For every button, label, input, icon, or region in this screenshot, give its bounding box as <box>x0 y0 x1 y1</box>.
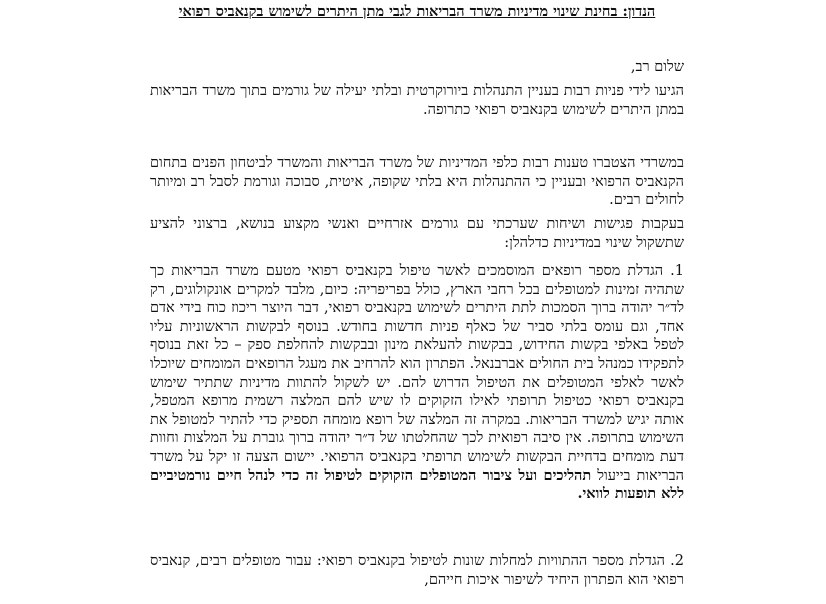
letter-greeting: שלום רב, <box>630 59 684 75</box>
item-number: 1. <box>670 263 684 279</box>
paragraph-complaints: במשרדי הצטברו טענות רבות כלפי המדיניות של משרד הבריאות והמשרד לביטחון הפנים בתחום הקנאביס הרפואי ובעניין כי ההתנהלות היא בלתי שקופה, איטית, סבוכה וגורמת לסבל רב ומיותר לחולים רבים. <box>150 155 684 209</box>
paragraph-item-2 <box>150 552 684 589</box>
item-1-emphasis: תהליכים ועל ציבור המטופלים הזקוקים לטיפול זה כדי לנהל חיים נורמטיביים ללא תופעות לוואי. <box>150 466 684 503</box>
paragraph-item-1 <box>150 262 684 504</box>
paragraph-intro: הגיעו לידי פניות רבות בעניין התנהלות ביורוקרטית ובלתי יעילה של גורמים בתוך משרד הבריאות במתן היתרים לשימוש בקנאביס רפואי כתרופה. <box>150 83 684 118</box>
item-2-text: הגדלת מספר ההתוויות למחלות שונות לטיפול בקנאביס רפואי: עבור מטופלים רבים, קנאביס רפואי הוא הפתרון היחיד לשיפור איכות חייהם, <box>150 553 684 588</box>
paragraph-proposal-intro: בעקבות פגישות ושיחות שערכתי עם גורמים אזרחיים ואנשי מקצוע בנושא, ברצוני להציע שתשקול שינוי במדיניות כדלהלן: <box>150 216 684 251</box>
item-number: 2. <box>670 553 685 569</box>
letter-subject: הנדון: בחינת שינוי מדיניות משרד הבריאות לגבי מתן היתרים לשימוש בקנאביס רפואי <box>178 3 656 20</box>
item-1-text: הגדלת מספר רופאים המוסמכים לאשר טיפול בקנאביס רפואי מטעם משרד הבריאות כך שתהיה זמינות למטופלים בכל רחבי הארץ, כולל בפריפריה: כיום, מלבד למקרים אונקולוגים, רק לד״ר יהודה ברוך הסמכות לתת היתרים לשימוש בקנאביס רפואי, דבר היוצר ריכוז כוח בידי אדם אחד, וגם עומס בלתי סביר של כאלף פניות חדשות בחודש. בנוסף לבקשות הראשוניות עליו לטפל באלפי בקשות החידוש, בבקשות להעלאת מינון ובבקשות להחלפת ספק – כל זאת בנוסף לתפקידו כמנהל בית החולים אברבנאל. הפתרון הוא להרחיב את מעגל הרופאים המומחים שיוכלו לאשר לאלפי המטופלים את הטיפול הדרוש להם. יש לשקול להתוות מדיניות שתתיר שימוש בקנאביס רפואי כטיפול תרופתי לאילו הזקוקים לו שיש להם המלצה רשמית מרופא המטפל, אותה יגיש למשרד הבריאות. במקרה זה המלצה של רופא מומחה תספיק כדי להתיר למטופל את השימוש בתרופה. אין סיבה רפואית לכך שהחלטתו של ד״ר יהודה ברוך גוברת על המלצות וחוות דעת מומחים בדחיית הבקשות לשימוש תרופתי בקנאביס הרפואי. יישום הצעה זו יקל על משרד הבריאות בייעול <box>150 263 684 484</box>
